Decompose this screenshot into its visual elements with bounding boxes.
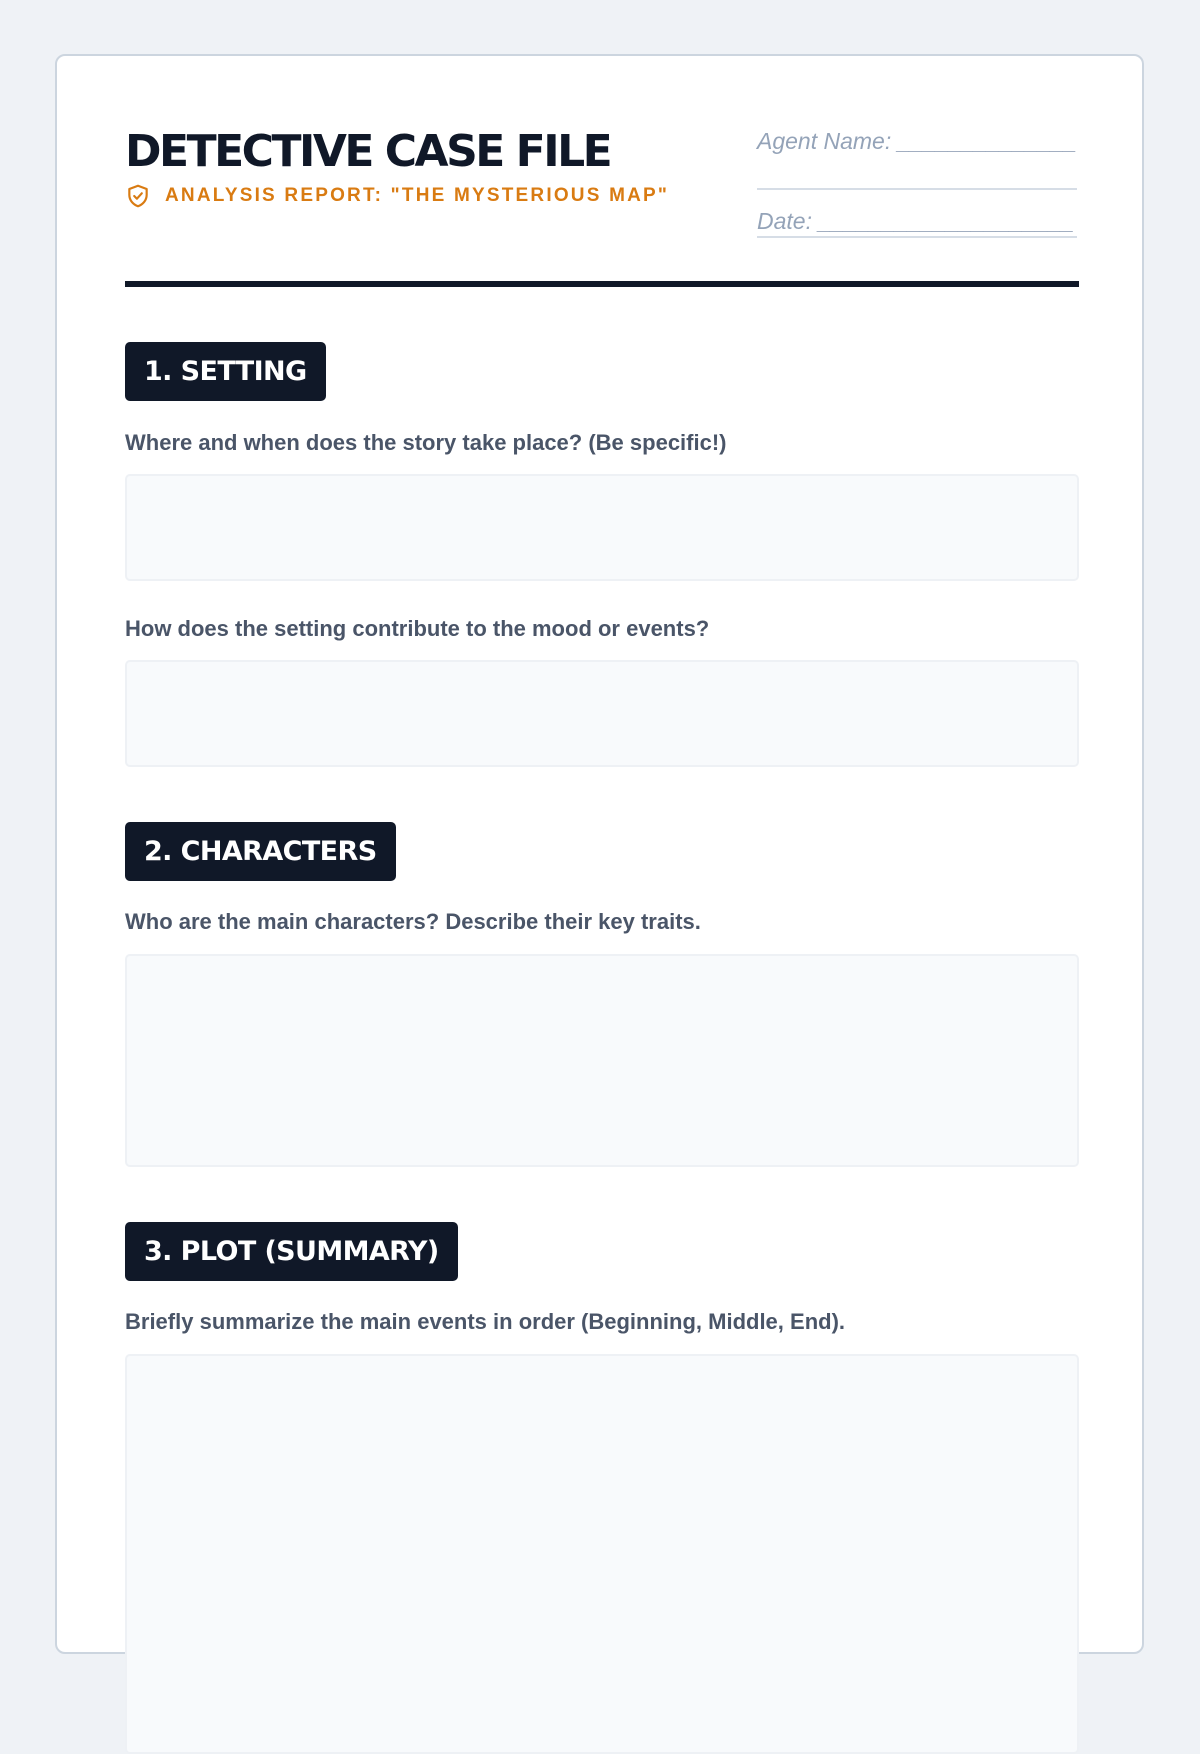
case-file-sheet	[55, 54, 1144, 1654]
agent-info	[757, 126, 1077, 238]
question-plot: Briefly summarize the main events in order (Beginning, Middle, End).	[125, 1309, 846, 1334]
answer-box-plot[interactable]	[125, 1354, 1079, 1754]
answer-box-setting-mood[interactable]	[125, 660, 1079, 767]
subtitle-text: ANALYSIS REPORT: "THE MYSTERIOUS MAP"	[165, 185, 670, 206]
date-field[interactable]: Date: ____________________	[757, 206, 1077, 238]
answer-box-setting-where[interactable]	[125, 474, 1079, 581]
page-title: DETECTIVE CASE FILE	[125, 126, 611, 177]
agent-name-field[interactable]: Agent Name: ______________	[757, 126, 1077, 190]
shield-icon	[125, 183, 151, 209]
section-heading-setting: 1. SETTING	[125, 342, 326, 401]
section-heading-plot: 3. PLOT (SUMMARY)	[125, 1222, 458, 1281]
question-setting-where: Where and when does the story take place? (Be specific!)	[125, 430, 727, 455]
question-characters: Who are the main characters? Describe their key traits.	[125, 909, 701, 934]
header-divider	[125, 281, 1079, 287]
report-subtitle	[125, 183, 669, 209]
answer-box-characters[interactable]	[125, 954, 1079, 1167]
section-heading-characters: 2. CHARACTERS	[125, 822, 396, 881]
question-setting-mood: How does the setting contribute to the mood or events?	[125, 616, 710, 641]
